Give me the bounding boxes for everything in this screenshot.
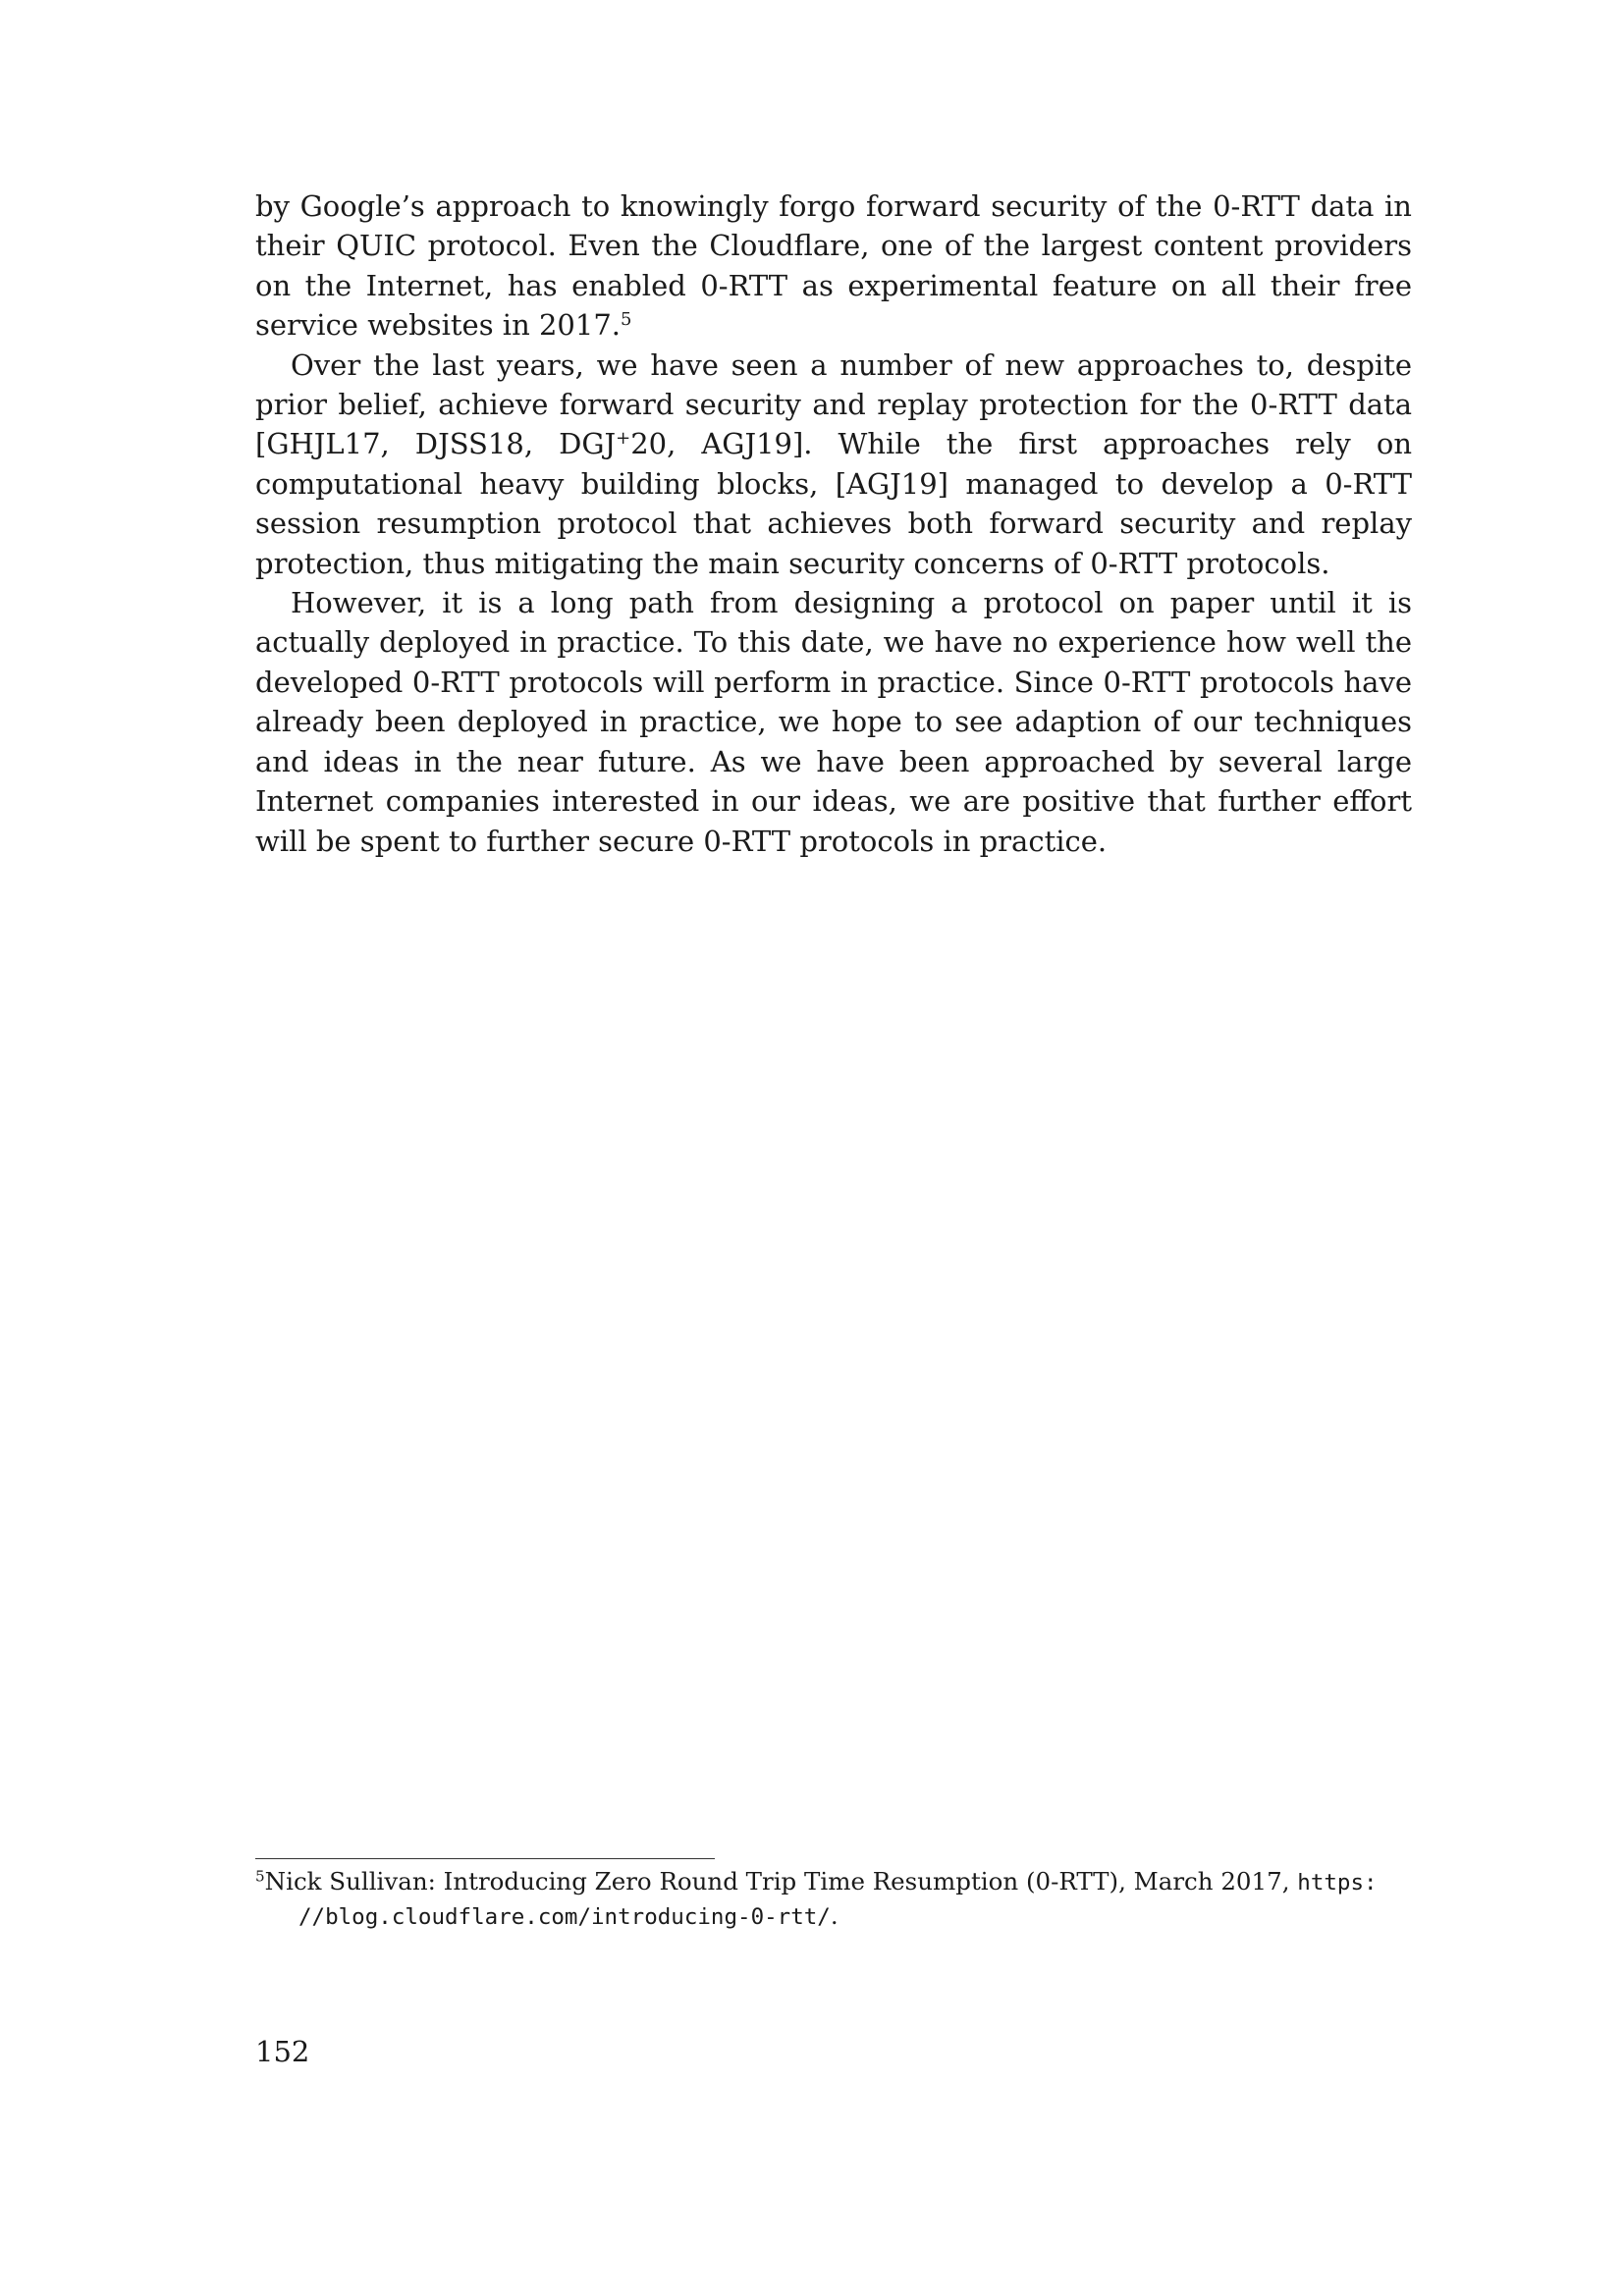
paragraph-1-text: by Google’s approach to knowingly forgo forward security of the 0-RTT data in their QUIC protocol. Even the Cloudflare, one of the largest content providers on the Internet, has enabled 0-RTT as experimental feature on all their free service websites in 2017. xyxy=(255,189,1412,343)
paragraph-2-text-b: 20, AGJ19]. While the first approaches rely on computational heavy building blocks, [AGJ19] managed to develop a 0-RTT session resumption protocol that achieves both forward security and replay protection, thus mitigating the main security concerns of 0-RTT protocols. xyxy=(255,427,1412,580)
footnote-url-start[interactable]: https: xyxy=(1297,1870,1378,1896)
footnote-line-1 xyxy=(255,1865,1412,1899)
paragraph-1 xyxy=(255,187,1412,346)
paragraph-2-superscript: + xyxy=(616,428,631,450)
footnote-divider xyxy=(255,1858,715,1859)
footnote-reference[interactable]: 5 xyxy=(621,309,632,331)
footnote-url-end[interactable]: //blog.cloudflare.com/introducing-0-rtt/ xyxy=(298,1904,831,1930)
paragraph-3-text: However, it is a long path from designing a protocol on paper until it is actually deployed in practice. To this date, we have no experience how well the developed 0-RTT protocols will perform in practice. Since 0-RTT protocols have already been deployed in practice, we hope to see adaption of our techniques and ideas in the near future. As we have been approached by several large Internet companies interested in our ideas, we are positive that further effort will be spent to further secure 0-RTT protocols in practice. xyxy=(255,586,1412,858)
footnote-period: . xyxy=(830,1901,839,1930)
body-text xyxy=(255,187,1412,861)
paragraph-3 xyxy=(255,583,1412,861)
paragraph-2-text-a: Over the last years, we have seen a number of new approaches to, despite prior belief, achieve forward security and replay protection for the 0-RTT data [GHJL17, DJSS18, DGJ xyxy=(255,347,1412,461)
footnote-line-2 xyxy=(255,1899,1412,1934)
footnote-mark: 5 xyxy=(255,1867,265,1886)
footnote xyxy=(255,1865,1412,1934)
page-number: 152 xyxy=(255,2035,310,2068)
footnote-text: Nick Sullivan: Introducing Zero Round Trip Time Resumption (0-RTT), March 2017, xyxy=(264,1867,1298,1896)
paragraph-2 xyxy=(255,346,1412,583)
